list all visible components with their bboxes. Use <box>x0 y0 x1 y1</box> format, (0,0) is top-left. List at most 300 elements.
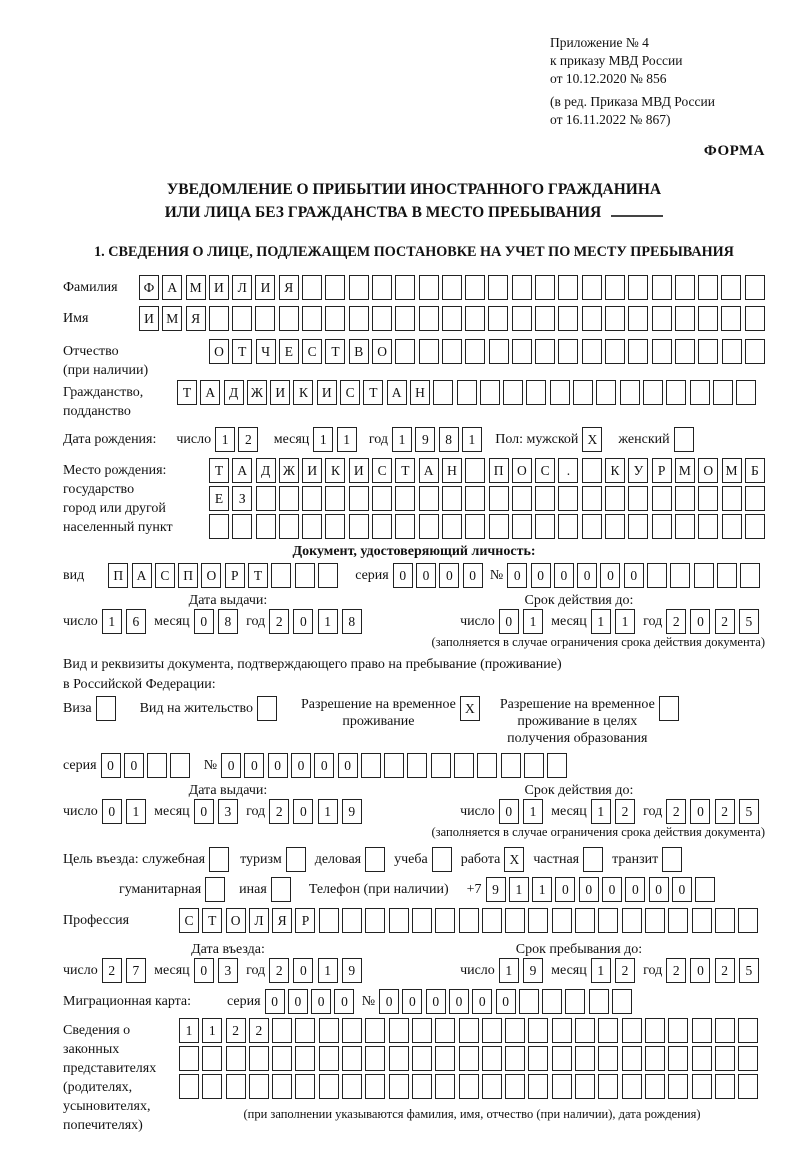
citizenship-cell-8[interactable]: С <box>340 380 360 405</box>
birth-place-row2-cell-22[interactable] <box>698 486 718 511</box>
entry-expiry-date-day-cell-2[interactable]: 9 <box>523 958 543 983</box>
permit-number-cell-10[interactable] <box>431 753 451 778</box>
birth-place-row2-cell-6[interactable] <box>325 486 345 511</box>
citizenship-cell-9[interactable]: Т <box>363 380 383 405</box>
permit-number-cell-4[interactable]: 0 <box>291 753 311 778</box>
birth-place-row3-cell-5[interactable] <box>302 514 322 539</box>
birth-place-row3-cell-12[interactable] <box>465 514 485 539</box>
representatives-row2-cell-4[interactable] <box>249 1046 269 1071</box>
representatives-row2-cell-8[interactable] <box>342 1046 362 1071</box>
surname-cell-4[interactable]: И <box>209 275 229 300</box>
permit-expiry-date-month-cell-1[interactable]: 1 <box>591 799 611 824</box>
patronymic-cell-15[interactable] <box>535 339 555 364</box>
representatives-row2-cell-2[interactable] <box>202 1046 222 1071</box>
representatives-row3-cell-16[interactable] <box>528 1074 548 1099</box>
migration-number-cell-3[interactable]: 0 <box>426 989 446 1014</box>
birth-place-row2-cell-13[interactable] <box>489 486 509 511</box>
firstname-cell-3[interactable]: Я <box>186 306 206 331</box>
profession-cell-11[interactable] <box>412 908 432 933</box>
permit-series-cell-1[interactable]: 0 <box>101 753 121 778</box>
firstname-cell-9[interactable] <box>325 306 345 331</box>
purpose-transit-checkbox[interactable] <box>662 847 682 872</box>
surname-cell-8[interactable] <box>302 275 322 300</box>
migration-number-cell-9[interactable] <box>565 989 585 1014</box>
birth-place-row3-cell-10[interactable] <box>419 514 439 539</box>
representatives-row2-cell-7[interactable] <box>319 1046 339 1071</box>
birth-place-row1-cell-21[interactable]: М <box>675 458 695 483</box>
representatives-row1-cell-2[interactable]: 1 <box>202 1018 222 1043</box>
temp-residence-checkbox[interactable]: X <box>460 696 480 721</box>
profession-cell-24[interactable] <box>715 908 735 933</box>
entry-expiry-date-year-cell-1[interactable]: 2 <box>666 958 686 983</box>
migration-number-cell-5[interactable]: 0 <box>472 989 492 1014</box>
permit-series-cell-3[interactable] <box>147 753 167 778</box>
doc-type-cell-1[interactable]: П <box>108 563 128 588</box>
entry-expiry-date-year-cell-3[interactable]: 2 <box>715 958 735 983</box>
profession-cell-12[interactable] <box>435 908 455 933</box>
doc-expiry-date-day-cell-2[interactable]: 1 <box>523 609 543 634</box>
permit-number-cell-13[interactable] <box>501 753 521 778</box>
permit-expiry-date-day-cell-1[interactable]: 0 <box>499 799 519 824</box>
representatives-row2-cell-5[interactable] <box>272 1046 292 1071</box>
representatives-row1-cell-19[interactable] <box>598 1018 618 1043</box>
birth-place-row2-cell-11[interactable] <box>442 486 462 511</box>
firstname-cell-2[interactable]: М <box>162 306 182 331</box>
birth-place-row3-cell-22[interactable] <box>698 514 718 539</box>
representatives-row3-cell-25[interactable] <box>738 1074 758 1099</box>
permit-number-cell-3[interactable]: 0 <box>268 753 288 778</box>
birth-place-row1-cell-8[interactable]: С <box>372 458 392 483</box>
migration-number-cell-7[interactable] <box>519 989 539 1014</box>
representatives-row1-cell-6[interactable] <box>295 1018 315 1043</box>
profession-cell-15[interactable] <box>505 908 525 933</box>
profession-cell-4[interactable]: Л <box>249 908 269 933</box>
profession-cell-5[interactable]: Я <box>272 908 292 933</box>
representatives-row2-cell-10[interactable] <box>389 1046 409 1071</box>
profession-cell-9[interactable] <box>365 908 385 933</box>
citizenship-cell-12[interactable] <box>433 380 453 405</box>
surname-cell-17[interactable] <box>512 275 532 300</box>
patronymic-cell-8[interactable]: О <box>372 339 392 364</box>
representatives-row3-cell-6[interactable] <box>295 1074 315 1099</box>
patronymic-cell-2[interactable]: Т <box>232 339 252 364</box>
birth-place-row2-cell-3[interactable] <box>256 486 276 511</box>
representatives-row1-cell-4[interactable]: 2 <box>249 1018 269 1043</box>
permit-expiry-date-year-cell-3[interactable]: 2 <box>715 799 735 824</box>
birth-place-row1-cell-10[interactable]: А <box>419 458 439 483</box>
birth-year-cell-4[interactable]: 1 <box>462 427 482 452</box>
patronymic-cell-1[interactable]: О <box>209 339 229 364</box>
permit-issue-date-year-cell-3[interactable]: 1 <box>318 799 338 824</box>
migration-series-cell-1[interactable]: 0 <box>265 989 285 1014</box>
firstname-cell-10[interactable] <box>349 306 369 331</box>
citizenship-cell-14[interactable] <box>480 380 500 405</box>
birth-place-row2-cell-17[interactable] <box>582 486 602 511</box>
profession-cell-23[interactable] <box>692 908 712 933</box>
surname-cell-18[interactable] <box>535 275 555 300</box>
profession-cell-20[interactable] <box>622 908 642 933</box>
surname-cell-26[interactable] <box>721 275 741 300</box>
birth-place-row3-cell-14[interactable] <box>512 514 532 539</box>
firstname-cell-5[interactable] <box>232 306 252 331</box>
permit-expiry-date-month-cell-2[interactable]: 2 <box>615 799 635 824</box>
doc-number-cell-8[interactable] <box>670 563 690 588</box>
citizenship-cell-5[interactable]: И <box>270 380 290 405</box>
representatives-row1-cell-16[interactable] <box>528 1018 548 1043</box>
firstname-cell-15[interactable] <box>465 306 485 331</box>
permit-expiry-date-day-cell-2[interactable]: 1 <box>523 799 543 824</box>
birth-place-row3-cell-19[interactable] <box>628 514 648 539</box>
citizenship-cell-1[interactable]: Т <box>177 380 197 405</box>
patronymic-cell-4[interactable]: Е <box>279 339 299 364</box>
citizenship-cell-11[interactable]: Н <box>410 380 430 405</box>
patronymic-cell-6[interactable]: Т <box>325 339 345 364</box>
citizenship-cell-3[interactable]: Д <box>224 380 244 405</box>
profession-cell-25[interactable] <box>738 908 758 933</box>
doc-issue-date-day-cell-2[interactable]: 6 <box>126 609 146 634</box>
birth-place-row1-cell-12[interactable] <box>465 458 485 483</box>
patronymic-cell-7[interactable]: В <box>349 339 369 364</box>
doc-series-cell-1[interactable]: 0 <box>393 563 413 588</box>
firstname-cell-18[interactable] <box>535 306 555 331</box>
representatives-row3-cell-17[interactable] <box>552 1074 572 1099</box>
representatives-row2-cell-6[interactable] <box>295 1046 315 1071</box>
surname-cell-13[interactable] <box>419 275 439 300</box>
doc-number-cell-1[interactable]: 0 <box>507 563 527 588</box>
doc-issue-date-year-cell-2[interactable]: 0 <box>293 609 313 634</box>
birth-place-row2-cell-15[interactable] <box>535 486 555 511</box>
patronymic-cell-3[interactable]: Ч <box>256 339 276 364</box>
gender-female-checkbox[interactable] <box>674 427 694 452</box>
permit-issue-date-month-cell-2[interactable]: 3 <box>218 799 238 824</box>
profession-cell-19[interactable] <box>598 908 618 933</box>
representatives-row3-cell-11[interactable] <box>412 1074 432 1099</box>
migration-number-cell-11[interactable] <box>612 989 632 1014</box>
firstname-cell-21[interactable] <box>605 306 625 331</box>
doc-issue-date-year-cell-1[interactable]: 2 <box>269 609 289 634</box>
birth-place-row1-cell-1[interactable]: Т <box>209 458 229 483</box>
citizenship-cell-23[interactable] <box>690 380 710 405</box>
permit-number-cell-9[interactable] <box>407 753 427 778</box>
entry-issue-date-year-cell-1[interactable]: 2 <box>269 958 289 983</box>
birth-place-row2-cell-10[interactable] <box>419 486 439 511</box>
doc-number-cell-6[interactable]: 0 <box>624 563 644 588</box>
firstname-cell-13[interactable] <box>419 306 439 331</box>
doc-issue-date-month-cell-2[interactable]: 8 <box>218 609 238 634</box>
doc-number-cell-11[interactable] <box>740 563 760 588</box>
surname-cell-6[interactable]: И <box>255 275 275 300</box>
surname-cell-24[interactable] <box>675 275 695 300</box>
representatives-row1-cell-14[interactable] <box>482 1018 502 1043</box>
permit-expiry-date-year-cell-4[interactable]: 5 <box>739 799 759 824</box>
patronymic-cell-12[interactable] <box>465 339 485 364</box>
firstname-cell-26[interactable] <box>721 306 741 331</box>
firstname-cell-11[interactable] <box>372 306 392 331</box>
citizenship-cell-16[interactable] <box>526 380 546 405</box>
permit-number-cell-2[interactable]: 0 <box>244 753 264 778</box>
birth-place-row3-cell-18[interactable] <box>605 514 625 539</box>
representatives-row2-cell-14[interactable] <box>482 1046 502 1071</box>
birth-place-row2-cell-18[interactable] <box>605 486 625 511</box>
birth-year-cell-2[interactable]: 9 <box>415 427 435 452</box>
profession-cell-8[interactable] <box>342 908 362 933</box>
firstname-cell-22[interactable] <box>628 306 648 331</box>
temp-residence-edu-checkbox[interactable] <box>659 696 679 721</box>
doc-number-cell-3[interactable]: 0 <box>554 563 574 588</box>
migration-number-cell-2[interactable]: 0 <box>402 989 422 1014</box>
representatives-row1-cell-17[interactable] <box>552 1018 572 1043</box>
purpose-study-checkbox[interactable] <box>432 847 452 872</box>
surname-cell-7[interactable]: Я <box>279 275 299 300</box>
birth-place-row3-cell-3[interactable] <box>256 514 276 539</box>
birth-place-row2-cell-23[interactable] <box>722 486 742 511</box>
surname-cell-23[interactable] <box>652 275 672 300</box>
representatives-row1-cell-5[interactable] <box>272 1018 292 1043</box>
phone-cell-10[interactable] <box>695 877 715 902</box>
patronymic-cell-21[interactable] <box>675 339 695 364</box>
permit-number-cell-1[interactable]: 0 <box>221 753 241 778</box>
citizenship-cell-21[interactable] <box>643 380 663 405</box>
representatives-row3-cell-10[interactable] <box>389 1074 409 1099</box>
birth-place-row1-cell-2[interactable]: А <box>232 458 252 483</box>
birth-place-row3-cell-9[interactable] <box>395 514 415 539</box>
migration-series-cell-2[interactable]: 0 <box>288 989 308 1014</box>
birth-place-row1-cell-4[interactable]: Ж <box>279 458 299 483</box>
representatives-row3-cell-22[interactable] <box>668 1074 688 1099</box>
surname-cell-5[interactable]: Л <box>232 275 252 300</box>
patronymic-cell-5[interactable]: С <box>302 339 322 364</box>
doc-type-cell-4[interactable]: П <box>178 563 198 588</box>
birth-day-cell-2[interactable]: 2 <box>238 427 258 452</box>
patronymic-cell-24[interactable] <box>745 339 765 364</box>
representatives-row3-cell-14[interactable] <box>482 1074 502 1099</box>
surname-cell-20[interactable] <box>582 275 602 300</box>
birth-year-cell-3[interactable]: 8 <box>439 427 459 452</box>
firstname-cell-16[interactable] <box>488 306 508 331</box>
birth-place-row2-cell-12[interactable] <box>465 486 485 511</box>
representatives-row2-cell-20[interactable] <box>622 1046 642 1071</box>
birth-place-row3-cell-1[interactable] <box>209 514 229 539</box>
birth-place-row2-cell-5[interactable] <box>302 486 322 511</box>
entry-issue-date-month-cell-2[interactable]: 3 <box>218 958 238 983</box>
entry-issue-date-year-cell-2[interactable]: 0 <box>293 958 313 983</box>
birth-place-row2-cell-4[interactable] <box>279 486 299 511</box>
permit-series-cell-2[interactable]: 0 <box>124 753 144 778</box>
representatives-row2-cell-17[interactable] <box>552 1046 572 1071</box>
doc-type-cell-5[interactable]: О <box>201 563 221 588</box>
citizenship-cell-17[interactable] <box>550 380 570 405</box>
representatives-row2-cell-24[interactable] <box>715 1046 735 1071</box>
migration-series-cell-4[interactable]: 0 <box>334 989 354 1014</box>
migration-number-cell-10[interactable] <box>589 989 609 1014</box>
birth-day-cell-1[interactable]: 1 <box>215 427 235 452</box>
doc-issue-date-year-cell-4[interactable]: 8 <box>342 609 362 634</box>
patronymic-cell-13[interactable] <box>489 339 509 364</box>
firstname-cell-14[interactable] <box>442 306 462 331</box>
birth-place-row1-cell-18[interactable]: К <box>605 458 625 483</box>
patronymic-cell-11[interactable] <box>442 339 462 364</box>
visa-checkbox[interactable] <box>96 696 116 721</box>
birth-place-row2-cell-9[interactable] <box>395 486 415 511</box>
doc-series-cell-4[interactable]: 0 <box>463 563 483 588</box>
surname-cell-19[interactable] <box>558 275 578 300</box>
representatives-row3-cell-7[interactable] <box>319 1074 339 1099</box>
representatives-row3-cell-8[interactable] <box>342 1074 362 1099</box>
profession-cell-7[interactable] <box>319 908 339 933</box>
migration-number-cell-4[interactable]: 0 <box>449 989 469 1014</box>
representatives-row3-cell-13[interactable] <box>459 1074 479 1099</box>
citizenship-cell-19[interactable] <box>596 380 616 405</box>
permit-issue-date-year-cell-2[interactable]: 0 <box>293 799 313 824</box>
doc-type-cell-7[interactable]: Т <box>248 563 268 588</box>
surname-cell-14[interactable] <box>442 275 462 300</box>
birth-place-row1-cell-14[interactable]: О <box>512 458 532 483</box>
birth-place-row3-cell-17[interactable] <box>582 514 602 539</box>
citizenship-cell-7[interactable]: И <box>317 380 337 405</box>
surname-cell-11[interactable] <box>372 275 392 300</box>
doc-issue-date-month-cell-1[interactable]: 0 <box>194 609 214 634</box>
birth-place-row3-cell-24[interactable] <box>745 514 765 539</box>
patronymic-cell-22[interactable] <box>698 339 718 364</box>
birth-place-row2-cell-14[interactable] <box>512 486 532 511</box>
representatives-row2-cell-11[interactable] <box>412 1046 432 1071</box>
representatives-row3-cell-15[interactable] <box>505 1074 525 1099</box>
representatives-row3-cell-5[interactable] <box>272 1074 292 1099</box>
birth-place-row2-cell-2[interactable]: З <box>232 486 252 511</box>
surname-cell-27[interactable] <box>745 275 765 300</box>
birth-place-row2-cell-20[interactable] <box>652 486 672 511</box>
entry-issue-date-year-cell-4[interactable]: 9 <box>342 958 362 983</box>
representatives-row1-cell-11[interactable] <box>412 1018 432 1043</box>
doc-number-cell-10[interactable] <box>717 563 737 588</box>
doc-number-cell-9[interactable] <box>694 563 714 588</box>
phone-cell-8[interactable]: 0 <box>649 877 669 902</box>
representatives-row1-cell-20[interactable] <box>622 1018 642 1043</box>
patronymic-cell-16[interactable] <box>558 339 578 364</box>
doc-number-cell-4[interactable]: 0 <box>577 563 597 588</box>
profession-cell-10[interactable] <box>389 908 409 933</box>
representatives-row1-cell-25[interactable] <box>738 1018 758 1043</box>
surname-cell-21[interactable] <box>605 275 625 300</box>
purpose-work-checkbox[interactable]: X <box>504 847 524 872</box>
birth-place-row1-cell-23[interactable]: М <box>722 458 742 483</box>
birth-place-row3-cell-16[interactable] <box>558 514 578 539</box>
representatives-row1-cell-7[interactable] <box>319 1018 339 1043</box>
representatives-row1-cell-9[interactable] <box>365 1018 385 1043</box>
permit-number-cell-14[interactable] <box>524 753 544 778</box>
surname-cell-2[interactable]: А <box>162 275 182 300</box>
migration-number-cell-6[interactable]: 0 <box>496 989 516 1014</box>
representatives-row2-cell-23[interactable] <box>692 1046 712 1071</box>
representatives-row2-cell-16[interactable] <box>528 1046 548 1071</box>
representatives-row2-cell-19[interactable] <box>598 1046 618 1071</box>
profession-cell-16[interactable] <box>528 908 548 933</box>
purpose-tourism-checkbox[interactable] <box>286 847 306 872</box>
representatives-row3-cell-9[interactable] <box>365 1074 385 1099</box>
representatives-row3-cell-12[interactable] <box>435 1074 455 1099</box>
firstname-cell-24[interactable] <box>675 306 695 331</box>
migration-series-cell-3[interactable]: 0 <box>311 989 331 1014</box>
entry-expiry-date-year-cell-4[interactable]: 5 <box>739 958 759 983</box>
phone-cell-3[interactable]: 1 <box>532 877 552 902</box>
birth-place-row1-cell-24[interactable]: Б <box>745 458 765 483</box>
purpose-official-checkbox[interactable] <box>209 847 229 872</box>
representatives-row1-cell-13[interactable] <box>459 1018 479 1043</box>
birth-place-row1-cell-6[interactable]: К <box>325 458 345 483</box>
profession-cell-21[interactable] <box>645 908 665 933</box>
birth-place-row2-cell-16[interactable] <box>558 486 578 511</box>
phone-cell-2[interactable]: 1 <box>509 877 529 902</box>
representatives-row3-cell-4[interactable] <box>249 1074 269 1099</box>
doc-series-cell-3[interactable]: 0 <box>439 563 459 588</box>
representatives-row2-cell-1[interactable] <box>179 1046 199 1071</box>
representatives-row2-cell-12[interactable] <box>435 1046 455 1071</box>
doc-issue-date-day-cell-1[interactable]: 1 <box>102 609 122 634</box>
doc-number-cell-7[interactable] <box>647 563 667 588</box>
representatives-row2-cell-21[interactable] <box>645 1046 665 1071</box>
firstname-cell-27[interactable] <box>745 306 765 331</box>
purpose-private-checkbox[interactable] <box>583 847 603 872</box>
entry-expiry-date-month-cell-2[interactable]: 2 <box>615 958 635 983</box>
representatives-row1-cell-10[interactable] <box>389 1018 409 1043</box>
firstname-cell-23[interactable] <box>652 306 672 331</box>
permit-issue-date-year-cell-1[interactable]: 2 <box>269 799 289 824</box>
surname-cell-12[interactable] <box>395 275 415 300</box>
birth-place-row3-cell-4[interactable] <box>279 514 299 539</box>
birth-place-row3-cell-15[interactable] <box>535 514 555 539</box>
birth-place-row1-cell-15[interactable]: С <box>535 458 555 483</box>
firstname-cell-25[interactable] <box>698 306 718 331</box>
permit-issue-date-day-cell-2[interactable]: 1 <box>126 799 146 824</box>
purpose-humanitarian-checkbox[interactable] <box>205 877 225 902</box>
doc-type-cell-3[interactable]: С <box>155 563 175 588</box>
phone-cell-9[interactable]: 0 <box>672 877 692 902</box>
permit-expiry-date-year-cell-1[interactable]: 2 <box>666 799 686 824</box>
doc-expiry-date-year-cell-1[interactable]: 2 <box>666 609 686 634</box>
representatives-row1-cell-18[interactable] <box>575 1018 595 1043</box>
patronymic-cell-20[interactable] <box>652 339 672 364</box>
phone-cell-4[interactable]: 0 <box>555 877 575 902</box>
gender-male-checkbox[interactable]: X <box>582 427 602 452</box>
profession-cell-13[interactable] <box>459 908 479 933</box>
citizenship-cell-4[interactable]: Ж <box>247 380 267 405</box>
representatives-row3-cell-23[interactable] <box>692 1074 712 1099</box>
citizenship-cell-18[interactable] <box>573 380 593 405</box>
birth-place-row2-cell-24[interactable] <box>745 486 765 511</box>
citizenship-cell-24[interactable] <box>713 380 733 405</box>
birth-place-row2-cell-8[interactable] <box>372 486 392 511</box>
permit-issue-date-year-cell-4[interactable]: 9 <box>342 799 362 824</box>
phone-cell-6[interactable]: 0 <box>602 877 622 902</box>
doc-type-cell-6[interactable]: Р <box>225 563 245 588</box>
doc-type-cell-2[interactable]: А <box>132 563 152 588</box>
profession-cell-6[interactable]: Р <box>295 908 315 933</box>
permit-number-cell-6[interactable]: 0 <box>338 753 358 778</box>
representatives-row3-cell-3[interactable] <box>226 1074 246 1099</box>
patronymic-cell-19[interactable] <box>628 339 648 364</box>
representatives-row1-cell-21[interactable] <box>645 1018 665 1043</box>
representatives-row1-cell-8[interactable] <box>342 1018 362 1043</box>
birth-place-row3-cell-21[interactable] <box>675 514 695 539</box>
permit-series-cell-4[interactable] <box>170 753 190 778</box>
permit-number-cell-15[interactable] <box>547 753 567 778</box>
representatives-row2-cell-15[interactable] <box>505 1046 525 1071</box>
profession-cell-18[interactable] <box>575 908 595 933</box>
birth-place-row3-cell-13[interactable] <box>489 514 509 539</box>
permit-number-cell-7[interactable] <box>361 753 381 778</box>
doc-expiry-date-year-cell-4[interactable]: 5 <box>739 609 759 634</box>
profession-cell-14[interactable] <box>482 908 502 933</box>
